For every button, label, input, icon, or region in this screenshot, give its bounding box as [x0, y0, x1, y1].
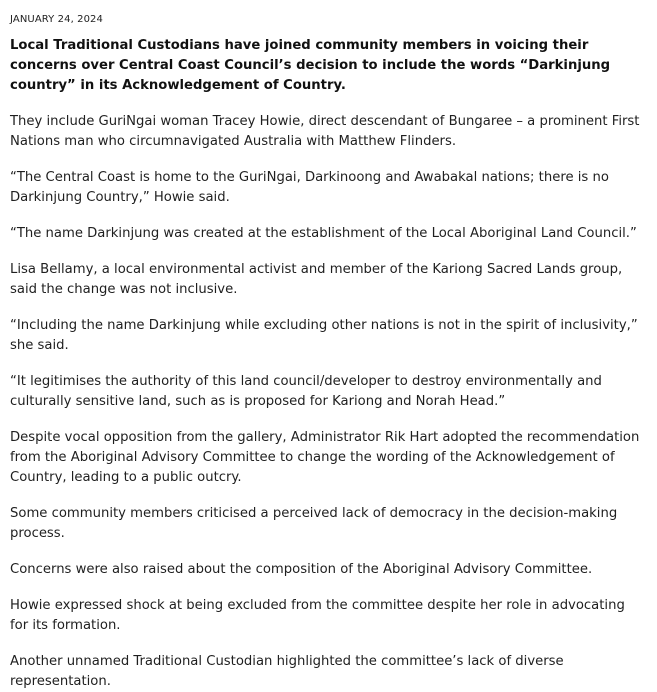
paragraph-6: “It legitimises the authority of this land council/developer to destroy environmentally and culturally sensitive land, such as is proposed for Kariong and Norah Head.” [10, 374, 602, 409]
paragraph-5: “Including the name Darkinjung while excluding other nations is not in the spirit of inclusivity,” she said. [10, 318, 638, 353]
paragraph-3: “The name Darkinjung was created at the establishment of the Local Aboriginal Land Council.” [10, 226, 637, 241]
paragraph-10: Howie expressed shock at being excluded from the committee despite her role in advocating for its formation. [10, 598, 625, 633]
article-date: JANUARY 24, 2024 [10, 14, 103, 25]
paragraph-11: Another unnamed Traditional Custodian highlighted the committee’s lack of diverse representation. [10, 654, 564, 689]
paragraph-8: Some community members criticised a perceived lack of democracy in the decision-making process. [10, 506, 618, 541]
article-lead: Local Traditional Custodians have joined community members in voicing their concerns over Central Coast Council’s decision to include the words “Darkinjung country” in its Acknowledgement of Country. [10, 38, 611, 93]
paragraph-7: Despite vocal opposition from the gallery, Administrator Rik Hart adopted the recommendation from the Aboriginal Advisory Committee to change the wording of the Acknowledgement of Country, leading to a public outcry. [10, 430, 640, 485]
paragraph-9: Concerns were also raised about the composition of the Aboriginal Advisory Committee. [10, 562, 593, 577]
paragraph-2: “The Central Coast is home to the GuriNgai, Darkinoong and Awabakal nations; there is no Darkinjung Country,” Howie said. [10, 170, 609, 205]
paragraph-4: Lisa Bellamy, a local environmental activist and member of the Kariong Sacred Lands group, said the change was not inclusive. [10, 262, 623, 297]
paragraph-1: They include GuriNgai woman Tracey Howie, direct descendant of Bungaree – a prominent First Nations man who circumnavigated Australia with Matthew Flinders. [10, 114, 640, 149]
